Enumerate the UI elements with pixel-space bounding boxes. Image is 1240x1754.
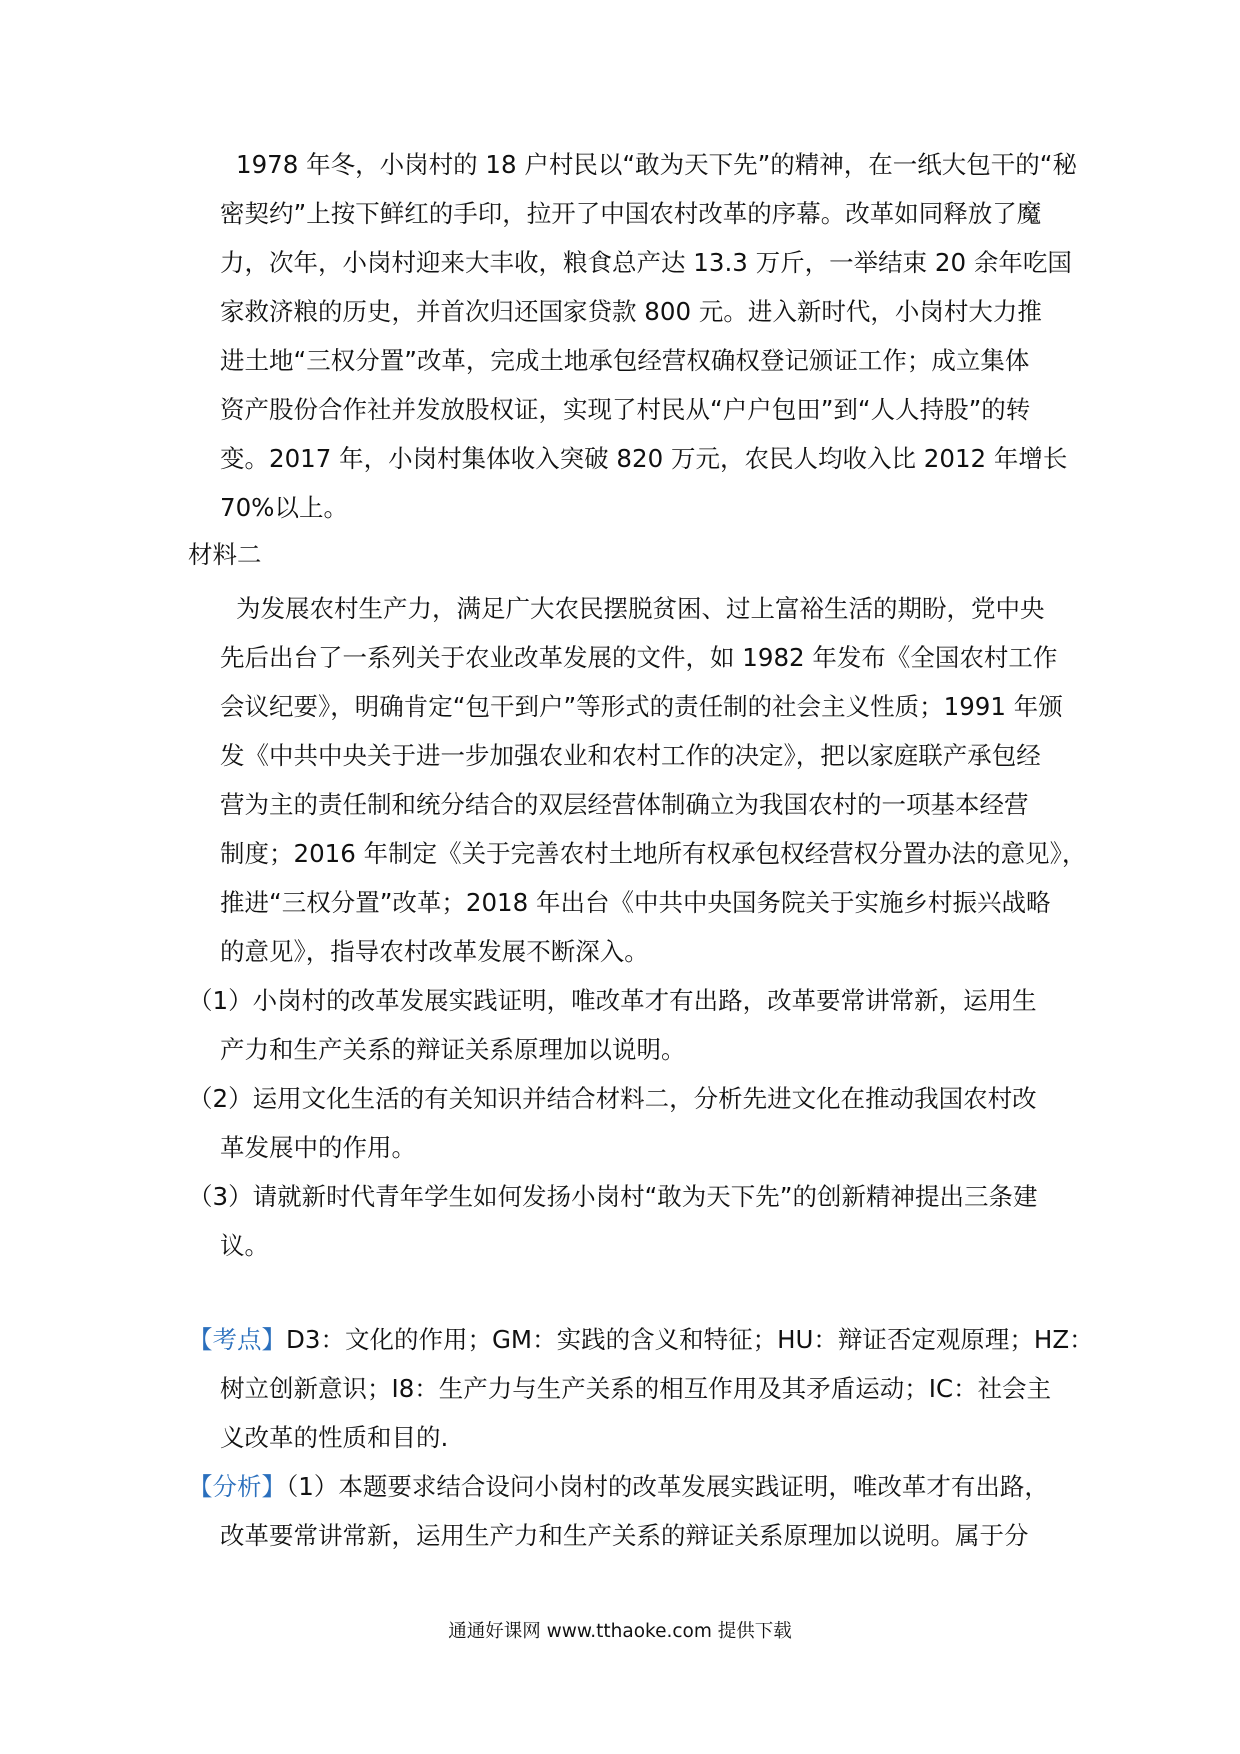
question-1: （1）小岗村的改革发展实践证明，唯改革才有出路，改革要常讲常新，运用生 <box>188 986 1037 1015</box>
kaodian-first-line <box>188 1325 1094 1355</box>
question-2-continued: 革发展中的作用。 <box>220 1133 416 1162</box>
material-2-heading: 材料二 <box>188 540 262 569</box>
material-2-line: 营为主的责任制和统分结合的双层经营体制确立为我国农村的一项基本经营 <box>220 790 1029 819</box>
material-2-line: 先后出台了一系列关于农业改革发展的文件，如 1982 年发布《全国农村工作 <box>220 643 1058 672</box>
question-3: （3）请就新时代青年学生如何发扬小岗村“敢为天下先”的创新精神提出三条建 <box>188 1182 1038 1211</box>
material-2-line: 制度；2016 年制定《关于完善农村土地所有权承包权经营权分置办法的意见》， <box>220 839 1087 868</box>
page-footer: 通通好课网 www.tthaoke.com 提供下载 <box>448 1621 792 1642</box>
fenxi-text: （1）本题要求结合设问小岗村的改革发展实践证明，唯改革才有出路， <box>286 1472 1049 1501</box>
material-2-line: 发《中共中央关于进一步加强农业和农村工作的决定》，把以家庭联产承包经 <box>220 741 1041 770</box>
kaodian-line: 义改革的性质和目的. <box>220 1423 449 1452</box>
fenxi-line: 改革要常讲常新，运用生产力和生产关系的辩证关系原理加以说明。属于分 <box>220 1521 1029 1550</box>
question-1-continued: 产力和生产关系的辩证关系原理加以说明。 <box>220 1035 686 1064</box>
material-1-line: 进土地“三权分置”改革，完成土地承包经营权确权登记颁证工作；成立集体 <box>220 346 1030 375</box>
material-2-line: 为发展农村生产力，满足广大农民摆脱贫困、过上富裕生活的期盼，党中央 <box>236 594 1045 623</box>
question-3-continued: 议。 <box>220 1231 269 1260</box>
kaodian-text: D3：文化的作用；GM：实践的含义和特征；HU：辩证否定观原理；HZ： <box>286 1325 1094 1354</box>
material-1-line: 70%以上。 <box>220 493 348 522</box>
kaodian-line: 树立创新意识；I8：生产力与生产关系的相互作用及其矛盾运动；IC：社会主 <box>220 1374 1052 1403</box>
material-1-line: 密契约”上按下鲜红的手印，拉开了中国农村改革的序幕。改革如同释放了魔 <box>220 199 1042 228</box>
fenxi-first-line <box>188 1472 1049 1502</box>
question-2: （2）运用文化生活的有关知识并结合材料二，分析先进文化在推动我国农村改 <box>188 1084 1037 1113</box>
kaodian-tag: 【考点】 <box>188 1325 286 1354</box>
fenxi-tag: 【分析】 <box>188 1472 286 1501</box>
material-2-line: 会议纪要》，明确肯定“包干到户”等形式的责任制的社会主义性质；1991 年颁 <box>220 692 1063 721</box>
material-2-line: 的意见》，指导农村改革发展不断深入。 <box>220 937 649 966</box>
material-1-line: 1978 年冬，小岗村的 18 户村民以“敢为天下先”的精神，在一纸大包干的“秘 <box>236 150 1077 179</box>
material-1-line: 变。2017 年，小岗村集体收入突破 820 万元，农民人均收入比 2012 年增长 <box>220 444 1068 473</box>
material-1-line: 力，次年，小岗村迎来大丰收，粮食总产达 13.3 万斤，一举结束 20 余年吃国 <box>220 248 1072 277</box>
material-1-line: 家救济粮的历史，并首次归还国家贷款 800 元。进入新时代，小岗村大力推 <box>220 297 1042 326</box>
material-1-line: 资产股份合作社并发放股权证，实现了村民从“户户包田”到“人人持股”的转 <box>220 395 1031 424</box>
material-2-line: 推进“三权分置”改革；2018 年出台《中共中央国务院关于实施乡村振兴战略 <box>220 888 1051 917</box>
